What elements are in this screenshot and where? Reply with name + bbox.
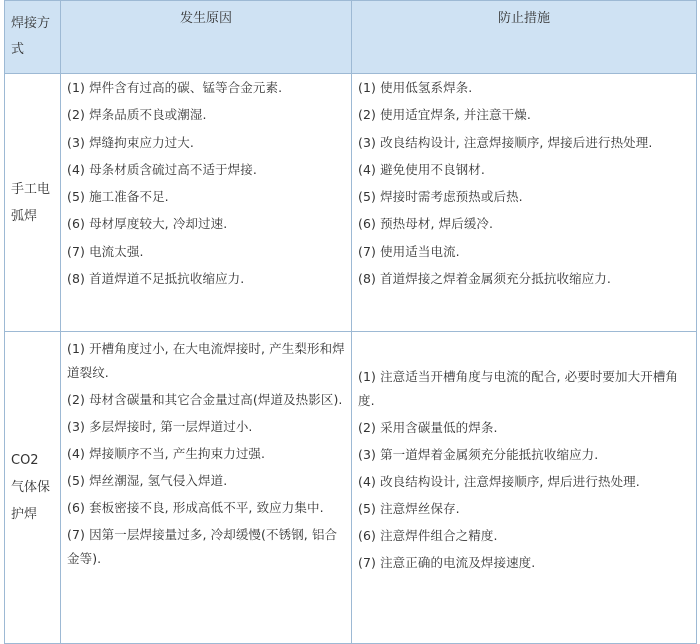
cause-item: (5) 施工准备不足. xyxy=(67,189,169,205)
cause-item: (1) 焊件含有过高的碳、锰等合金元素. xyxy=(67,80,283,95)
header-row xyxy=(5,1,697,74)
prevention-item: (3) 改良结构设计, 注意焊接顺序, 焊接后进行热处理. xyxy=(358,134,653,150)
prevention-item: (4) 避免使用不良钢材. xyxy=(358,161,485,177)
cause-item: (1) 开槽角度过小, 在大电流焊接时, 产生梨形和焊道裂纹. xyxy=(67,341,345,380)
cause-item: (2) 焊条品质不良或潮湿. xyxy=(67,107,207,123)
prevention-item: (6) 注意焊件组合之精度. xyxy=(358,528,498,543)
table-row-co2 xyxy=(5,332,697,644)
prevention-item: (8) 首道焊接之焊着金属须充分抵抗收缩应力. xyxy=(358,271,611,287)
cause-item: (4) 母条材质含硫过高不适于焊接. xyxy=(67,161,257,177)
prevention-item: (7) 注意正确的电流及焊接速度. xyxy=(358,555,536,570)
prevention-item: (3) 第一道焊着金属须充分能抵抗收缩应力. xyxy=(358,447,599,462)
cause-item: (4) 焊接顺序不当, 产生拘束力过强. xyxy=(67,446,266,461)
prevention-item: (7) 使用适当电流. xyxy=(358,243,460,259)
prevention-list xyxy=(352,74,697,332)
header-method: 焊接方式 xyxy=(5,1,61,74)
table-row-manual-arc xyxy=(5,74,697,332)
cause-item: (6) 母材厚度较大, 冷却过速. xyxy=(67,216,228,232)
cause-item: (7) 因第一层焊接量过多, 冷却缓慢(不锈钢, 铝合金等). xyxy=(67,527,338,566)
prevention-item: (2) 采用含碳量低的焊条. xyxy=(358,420,498,435)
cause-item: (6) 套板密接不良, 形成高低不平, 致应力集中. xyxy=(67,500,324,515)
prevention-list xyxy=(352,332,697,644)
cause-list xyxy=(61,74,352,332)
cause-item: (7) 电流太强. xyxy=(67,243,144,259)
cause-item: (5) 焊丝潮湿, 氢气侵入焊道. xyxy=(67,473,228,488)
header-prevention: 防止措施 xyxy=(352,1,697,74)
header-cause: 发生原因 xyxy=(61,1,352,74)
prevention-item: (1) 使用低氢系焊条. xyxy=(358,80,473,95)
prevention-item: (1) 注意适当开槽角度与电流的配合, 必要时要加大开槽角度. xyxy=(358,369,679,408)
prevention-item: (5) 注意焊丝保存. xyxy=(358,501,460,516)
cause-item: (8) 首道焊道不足抵抗收缩应力. xyxy=(67,271,245,287)
prevention-item: (4) 改良结构设计, 注意焊接顺序, 焊后进行热处理. xyxy=(358,474,640,489)
cause-item: (3) 多层焊接时, 第一层焊道过小. xyxy=(67,419,253,434)
method-cell: 手工电弧焊 xyxy=(5,74,61,332)
cause-list xyxy=(61,332,352,644)
prevention-item: (2) 使用适宜焊条, 并注意干燥. xyxy=(358,107,531,123)
welding-crack-table xyxy=(4,0,697,644)
prevention-item: (5) 焊接时需考虑预热或后热. xyxy=(358,189,523,205)
method-cell: CO2 气体保护焊 xyxy=(5,332,61,644)
cause-item: (3) 焊缝拘束应力过大. xyxy=(67,134,194,150)
prevention-item: (6) 预热母材, 焊后缓冷. xyxy=(358,216,494,232)
cause-item: (2) 母材含碳量和其它合金量过高(焊道及热影区). xyxy=(67,392,343,407)
